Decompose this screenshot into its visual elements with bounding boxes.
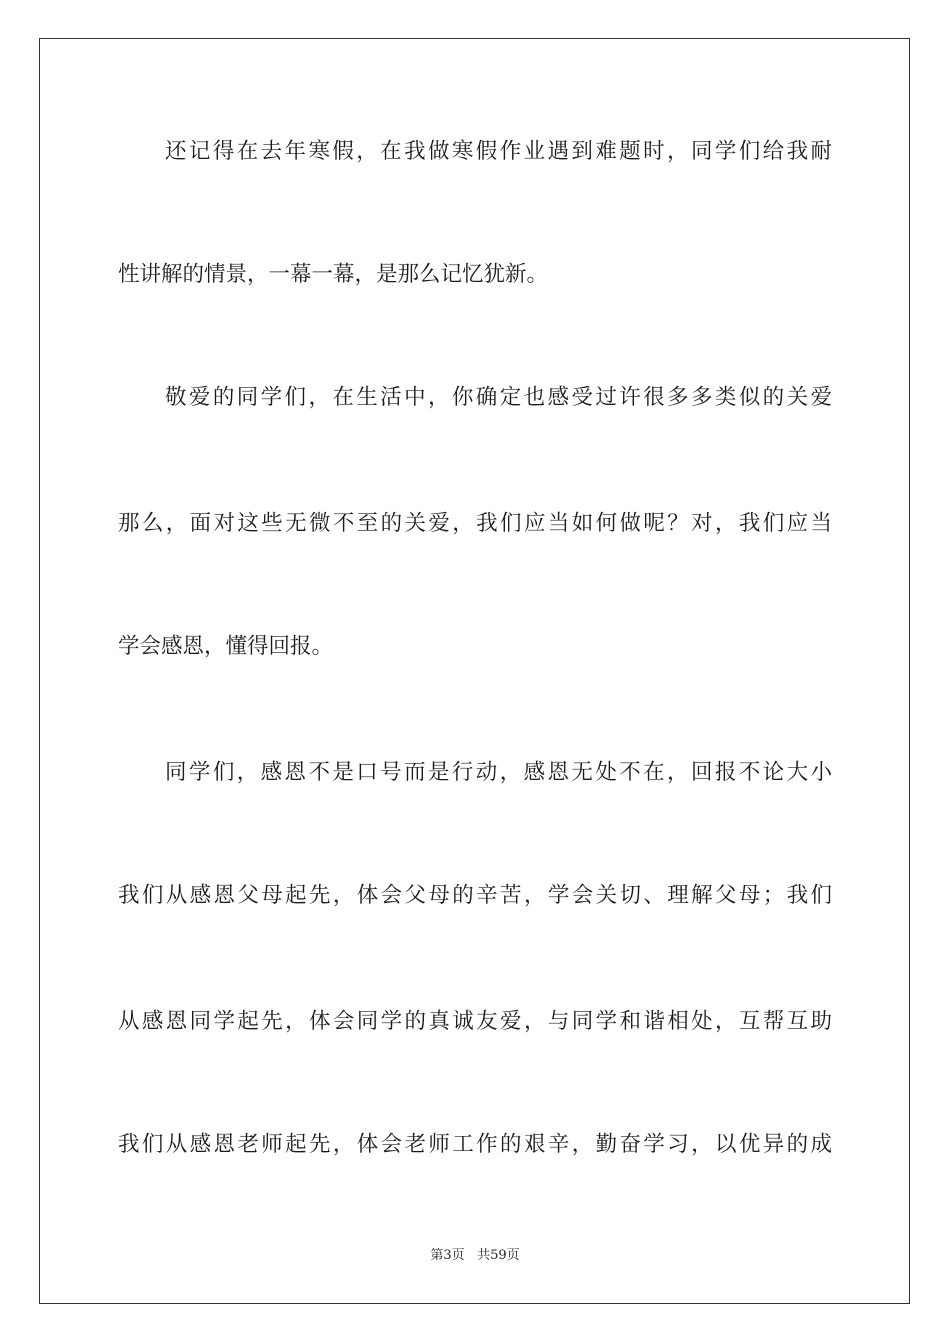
paragraph-line: 我们从感恩父母起先，体会父母的辛苦，学会关切、理解父母；我们: [118, 883, 832, 908]
paragraph-line: 还记得在去年寒假，在我做寒假作业遇到难题时，同学们给我耐: [165, 139, 832, 164]
paragraph-line: 那么，面对这些无微不至的关爱，我们应当如何做呢？对，我们应当: [118, 511, 832, 536]
paragraph-line: 敬爱的同学们，在生活中，你确定也感受过许很多多类似的关爱: [165, 385, 832, 410]
paragraph-line: 从感恩同学起先，体会同学的真诚友爱，与同学和谐相处，互帮互助: [118, 1009, 832, 1034]
current-page-label: 第3页: [430, 1248, 465, 1263]
total-pages-label: 共59页: [477, 1248, 520, 1263]
paragraph-line: 我们从感恩老师起先，体会老师工作的艰辛，勤奋学习，以优异的成: [118, 1132, 832, 1157]
page-border: [39, 38, 910, 1304]
paragraph-line: 性讲解的情景，一幕一幕，是那么记忆犹新。: [118, 262, 549, 287]
paragraph-line: 同学们，感恩不是口号而是行动，感恩无处不在，回报不论大小: [165, 760, 832, 785]
paragraph-line: 学会感恩，懂得回报。: [118, 634, 334, 659]
page-footer: [0, 1247, 950, 1265]
